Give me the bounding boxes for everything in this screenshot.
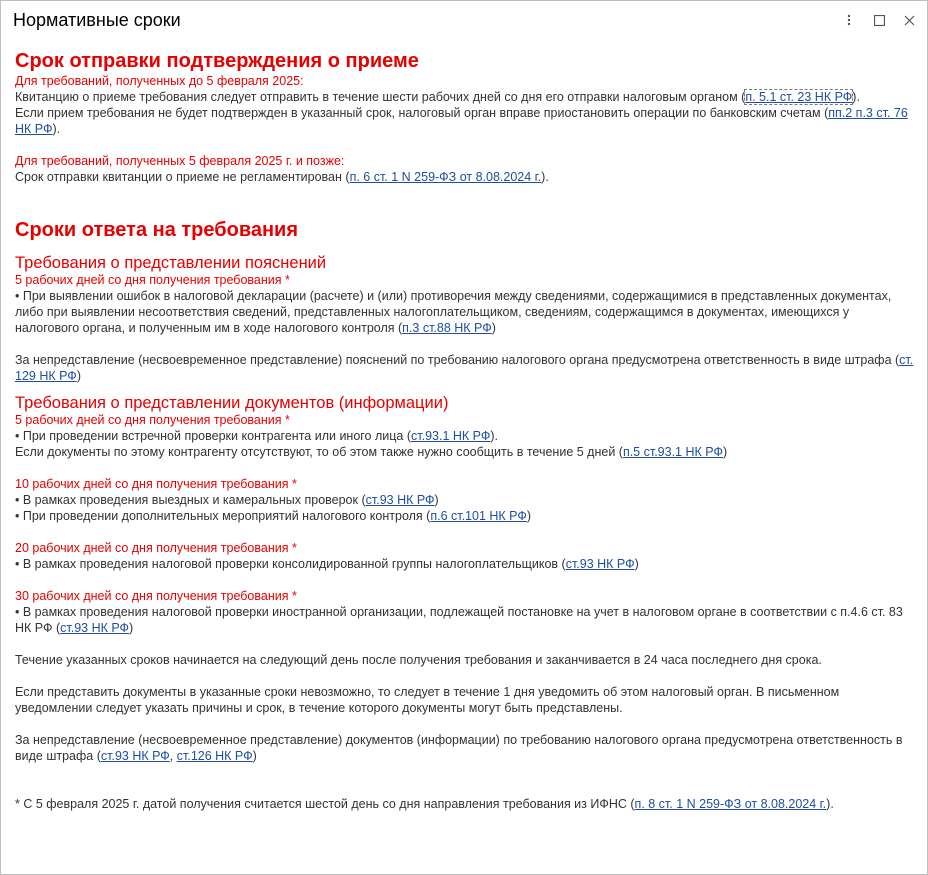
law-link[interactable]: ст.93 НК РФ [60, 621, 130, 635]
term-label: 5 рабочих дней со дня получения требования * [15, 413, 290, 427]
list-item: • При проведении встречной проверки контрагента или иного лица (ст.93.1 НК РФ). [15, 429, 499, 443]
maximize-icon[interactable] [868, 9, 890, 31]
law-link[interactable]: п.5 ст.93.1 НК РФ [622, 445, 723, 459]
close-icon[interactable] [898, 9, 920, 31]
list-item: • В рамках проведения налоговой проверки консолидированной группы налогоплательщиков (ст.93 НК РФ) [15, 557, 639, 571]
list-item: Если документы по этому контрагенту отсутствуют, то об этом также нужно сообщить в течение 5 дней (п.5 ст.93.1 НК РФ) [15, 445, 728, 459]
list-item: • В рамках проведения налоговой проверки иностранной организации, подлежащей постановке на учет в налоговом органе в соответствии с п.4.6 ст. 83 НК РФ (ст.93 НК РФ) [15, 605, 903, 635]
law-link[interactable]: п.3 ст.88 НК РФ [402, 321, 492, 335]
paragraph-not-regulated: Срок отправки квитанции о приеме не регламентирован (п. 6 ст. 1 N 259-ФЗ от 8.08.2024 г.). [15, 170, 549, 184]
term-label: 5 рабочих дней со дня получения требования * [15, 273, 290, 287]
law-link[interactable]: ст.93 НК РФ [100, 749, 170, 763]
paragraph-suspension: Если прием требования не будет подтвержден в указанный срок, налоговый орган вправе приостановить операции по банковским счетам (пп.2 п.3 ст. 76 НК РФ). [15, 106, 908, 136]
law-link[interactable]: п. 8 ст. 1 N 259-ФЗ от 8.08.2024 г. [634, 797, 827, 811]
window-title: Нормативные сроки [13, 10, 181, 30]
law-link[interactable]: п.6 ст.101 НК РФ [430, 509, 527, 523]
law-link[interactable]: ст.93 НК РФ [365, 493, 435, 507]
subheading-after-feb: Для требований, полученных 5 февраля 2025 г. и позже: [15, 154, 345, 168]
law-link[interactable]: ст. 129 НК РФ [15, 353, 914, 383]
paragraph-term-start: Течение указанных сроков начинается на следующий день после получения требования и заканчивается в 24 часа последнего дня срока. [15, 653, 822, 667]
law-link[interactable]: ст.93.1 НК РФ [411, 429, 491, 443]
paragraph-fine-documents: За непредставление (несвоевременное представление) документов (информации) по требованию налогового органа предусмотрена ответственность в виде штрафа (ст.93 НК РФ, ст.126 НК РФ) [15, 733, 903, 763]
section-heading-responses: Сроки ответа на требования [15, 219, 299, 241]
paragraph-receipt-deadline: Квитанцию о приеме требования следует отправить в течение шести рабочих дней со дня его отправки налоговым органом (п. 5.1 ст. 23 НК РФ). [15, 90, 860, 104]
term-label: 20 рабочих дней со дня получения требования * [15, 541, 297, 555]
group-title-explanations: Требования о представлении пояснений [15, 254, 327, 272]
list-item: • В рамках проведения выездных и камеральных проверок (ст.93 НК РФ) [15, 493, 439, 507]
list-item: • При проведении дополнительных мероприятий налогового контроля (п.6 ст.101 НК РФ) [15, 509, 532, 523]
law-link[interactable]: пп.2 п.3 ст. 76 НК РФ [15, 106, 908, 136]
law-link[interactable]: ст.93 НК РФ [565, 557, 635, 571]
paragraph-fine-explanations: За непредставление (несвоевременное представление) пояснений по требованию налогового органа предусмотрена ответственность в виде штрафа (ст. 129 НК РФ) [15, 353, 914, 383]
term-label: 10 рабочих дней со дня получения требования * [15, 477, 297, 491]
content-area [15, 49, 915, 812]
term-label: 30 рабочих дней со дня получения требования * [15, 589, 297, 603]
paragraph-notify: Если представить документы в указанные сроки невозможно, то следует в течение 1 дня уведомить об этом налоговый орган. В письменном уведомлении следует указать причины и срок, в течение которого документы могут быть представлены. [15, 685, 840, 715]
law-link[interactable]: п. 6 ст. 1 N 259-ФЗ от 8.08.2024 г. [349, 170, 542, 184]
footnote: * С 5 февраля 2025 г. датой получения считается шестой день со дня направления требования из ИФНС (п. 8 ст. 1 N 259-ФЗ от 8.08.2024 г.). [15, 797, 834, 811]
law-link[interactable]: ст.126 НК РФ [176, 749, 253, 763]
group-title-documents: Требования о представлении документов (информации) [15, 394, 449, 412]
section-heading-confirmation: Срок отправки подтверждения о приеме [15, 50, 419, 72]
title-bar [1, 1, 927, 41]
subheading-before-feb: Для требований, полученных до 5 февраля 2025: [15, 74, 304, 88]
law-link[interactable]: п. 5.1 ст. 23 НК РФ [745, 90, 853, 104]
more-vertical-icon[interactable] [838, 9, 860, 31]
paragraph-explanations: • При выявлении ошибок в налоговой декларации (расчете) и (или) противоречия между сведениями, содержащимися в представленных документах, либо при выявлении несоответствия сведений, представленных налогоплательщиком, сведениям, содержащимся в документах, имеющихся у налогового органа, и полученным им в ходе налогового контроля (п.3 ст.88 НК РФ) [15, 289, 892, 335]
